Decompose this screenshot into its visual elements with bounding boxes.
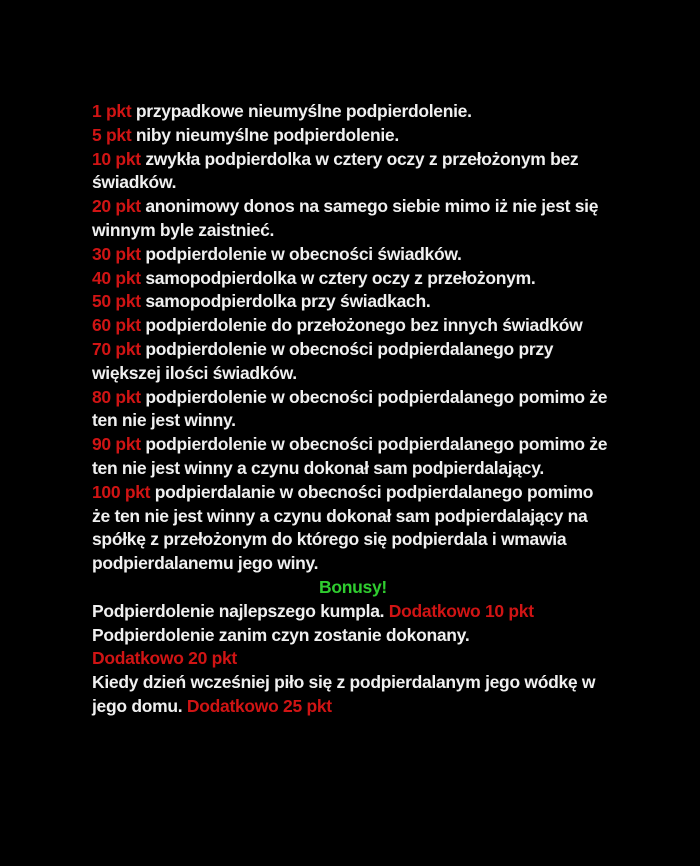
score-entry (92, 148, 614, 196)
score-entry (92, 243, 614, 267)
score-description: podpierdolenie w obecności świadków. (145, 243, 462, 264)
score-points: 20 pkt (92, 196, 141, 217)
score-description: anonimowy donos na samego siebie mimo iż nie jest się winnym byle zaistnieć. (92, 196, 599, 240)
bonus-points: Dodatkowo 20 pkt (92, 648, 237, 669)
score-entry (92, 433, 614, 481)
score-description: podpierdolenie w obecności podpierdalanego pomimo że ten nie jest winny. (92, 386, 608, 431)
score-entry (92, 124, 614, 148)
score-entry (92, 290, 614, 314)
score-entry (92, 100, 614, 124)
bonus-entry (92, 600, 614, 624)
score-points: 5 pkt (92, 124, 132, 145)
score-description: samopodpierdolka w cztery oczy z przełożonym. (145, 267, 536, 288)
score-entry (92, 481, 614, 576)
score-list (92, 100, 614, 576)
bonus-points: Dodatkowo 10 pkt (388, 600, 534, 621)
score-points: 90 pkt (92, 434, 141, 455)
bonus-description: Podpierdolenie najlepszego kumpla. (92, 600, 385, 621)
score-description: podpierdolenie w obecności podpierdalanego pomimo że ten nie jest winny a czynu dokonał sam podpierdalający. (92, 434, 608, 478)
score-points: 1 pkt (92, 101, 132, 121)
score-description: podpierdalanie w obecności podpierdalanego pomimo że ten nie jest winny a czynu dokonał sam podpierdalający na spółkę z przełożonym do którego się podpierdala i wmawia podpierdalanemu jego winy. (92, 481, 594, 574)
score-description: podpierdolenie do przełożonego bez innych świadków (145, 315, 583, 336)
score-points: 40 pkt (92, 267, 141, 288)
score-points: 50 pkt (92, 291, 141, 312)
bonus-list (92, 600, 614, 719)
score-entry (92, 267, 614, 291)
score-description: zwykła podpierdolka w cztery oczy z przełożonym bez świadków. (92, 148, 579, 193)
score-entry (92, 338, 614, 386)
bonus-points: Dodatkowo 25 pkt (186, 695, 332, 716)
bonus-entry (92, 624, 614, 672)
bonus-description: Kiedy dzień wcześniej piło się z podpierdalanym jego wódkę w jego domu. (92, 672, 596, 716)
bonus-entry (92, 671, 614, 719)
score-description: przypadkowe nieumyślne podpierdolenie. (135, 101, 472, 121)
bonus-description: Podpierdolenie zanim czyn zostanie dokonany. (92, 624, 470, 645)
score-points: 30 pkt (92, 243, 141, 264)
score-points: 80 pkt (92, 386, 141, 407)
score-points: 100 pkt (92, 481, 151, 502)
score-entry (92, 386, 614, 434)
score-points: 60 pkt (92, 315, 141, 336)
score-description: samopodpierdolka przy świadkach. (145, 291, 431, 312)
score-points: 70 pkt (92, 338, 141, 359)
score-description: podpierdolenie w obecności podpierdalanego przy większej ilości świadków. (92, 338, 554, 383)
score-points: 10 pkt (92, 148, 141, 169)
score-description: niby nieumyślne podpierdolenie. (135, 124, 399, 145)
bonus-section-title: Bonusy! (319, 576, 387, 597)
score-entry (92, 314, 614, 338)
score-entry (92, 195, 614, 243)
